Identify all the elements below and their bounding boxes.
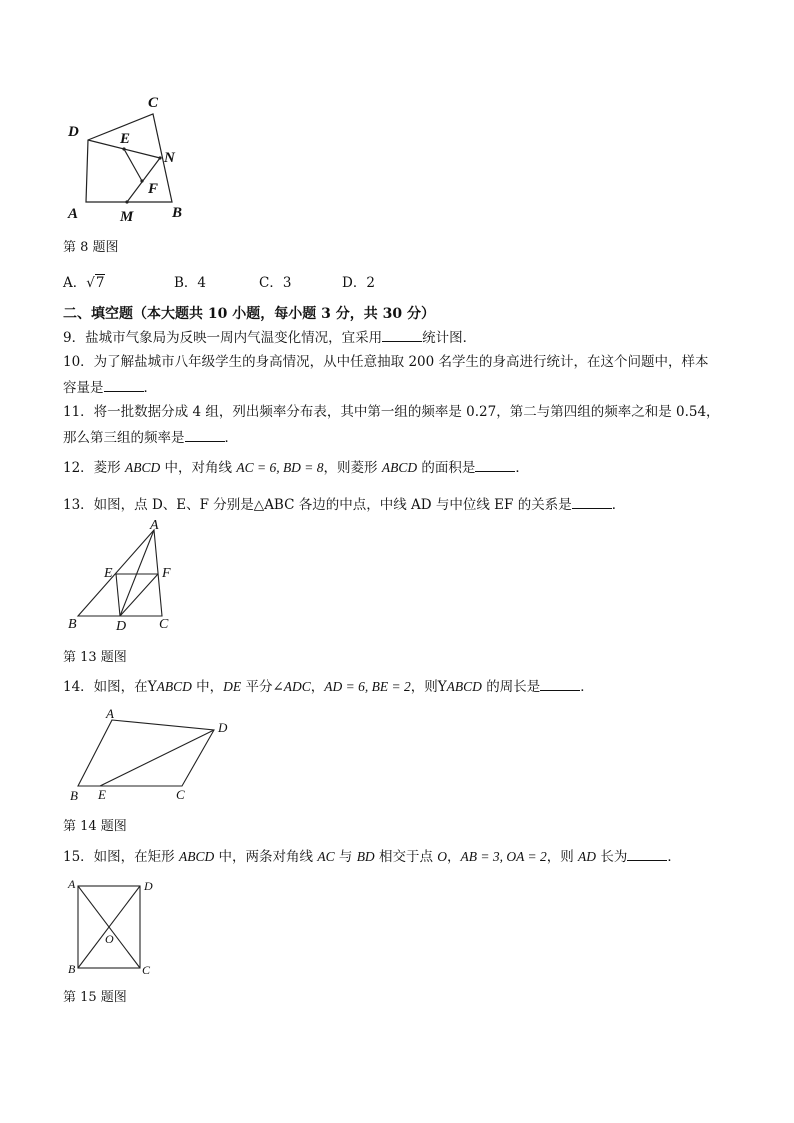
fig14-label-a: A <box>106 708 114 721</box>
fig14-parallelogram <box>78 720 214 786</box>
fig14-caption: 第 14 题图 <box>63 819 127 834</box>
fig8-label-a: A <box>68 206 79 222</box>
fig14-line-d-e <box>100 730 214 786</box>
fig8-caption: 第 8 题图 <box>63 240 119 255</box>
q13-answer-blank <box>572 494 612 509</box>
q8-option-c: C．3 <box>259 275 292 291</box>
fig13-line-e-d <box>116 574 120 616</box>
question-10-line1: 10．为了解盐城市八年级学生的身高情况，从中任意抽取 200 名学生的身高进行统计，在这个问题中，样本 <box>63 354 709 370</box>
question-12: 12．菱形 ABCD 中，对角线 AC = 6, BD = 8，则菱形 ABCD 的面积是 ． <box>63 457 529 478</box>
fig8-label-d: D <box>68 124 79 140</box>
q8-option-b: B．4 <box>174 275 207 291</box>
q12-answer-blank <box>475 457 515 472</box>
fig13-label-f: F <box>162 566 171 581</box>
section-2-title: 二、填空题（本大题共 10 小题，每小题 3 分，共 30 分） <box>63 306 435 322</box>
fig15-caption: 第 15 题图 <box>63 990 127 1005</box>
question-11-line1: 11．将一批数据分成 4 组，列出频率分布表，其中第一组的频率是 0.27，第二与第四组的频率之和是 0.54， <box>63 404 720 420</box>
fig8-label-m: M <box>120 209 134 225</box>
fig15-label-b: B <box>68 962 76 976</box>
fig13-median-ad <box>120 530 154 616</box>
fig8-label-e: E <box>120 131 131 147</box>
question-11-line2: 那么第三组的频率是 ． <box>63 427 238 448</box>
q9-answer-blank <box>382 327 422 342</box>
question-9: 9．盐城市气象局为反映一周内气温变化情况，宜采用 统计图． <box>63 327 476 348</box>
fig15-label-o: O <box>105 932 114 946</box>
q10-answer-blank <box>104 377 144 392</box>
figure-14 <box>62 708 242 806</box>
fig13-line-d-f <box>120 574 158 616</box>
question-13: 13．如图，点 D、E、F 分别是△ABC 各边的中点，中线 AD 与中位线 EF 的关系是 ． <box>63 494 625 515</box>
q8-option-a: A．√7 <box>63 275 105 291</box>
q15-answer-blank <box>627 846 667 861</box>
figure-8 <box>60 90 200 230</box>
fig13-label-b: B <box>68 617 77 632</box>
fig13-label-a: A <box>150 518 159 533</box>
q14-answer-blank <box>540 676 580 691</box>
q8-option-a-radicand: 7 <box>95 275 105 291</box>
sqrt-symbol: √ <box>86 275 95 291</box>
figure-13 <box>60 518 180 636</box>
q11-answer-blank <box>185 427 225 442</box>
parallelogram-symbol: Y <box>437 679 447 695</box>
fig13-caption: 第 13 题图 <box>63 650 127 665</box>
q8-option-d: D．2 <box>342 275 375 291</box>
fig14-label-c: C <box>176 787 185 802</box>
question-15: 15．如图，在矩形 ABCD 中，两条对角线 AC 与 BD 相交于点 O，AB = 3, OA = 2，则 AD 长为 ． <box>63 846 681 867</box>
fig15-label-c: C <box>142 963 151 977</box>
fig15-label-d: D <box>144 879 153 893</box>
fig13-label-d: D <box>116 619 127 634</box>
fig8-label-b: B <box>172 205 183 221</box>
fig8-line-e-f <box>124 149 142 181</box>
question-14: 14．如图，在YABCD 中，DE 平分∠ADC，AD = 6, BE = 2，则YABCD 的周长是 ． <box>63 676 594 697</box>
fig8-label-f: F <box>148 181 159 197</box>
fig8-label-n: N <box>164 150 175 166</box>
fig14-label-e: E <box>98 787 106 802</box>
fig8-label-c: C <box>148 95 159 111</box>
fig14-label-d: D <box>218 720 228 735</box>
fig13-label-e: E <box>104 566 113 581</box>
parallelogram-symbol: Y <box>147 679 157 695</box>
fig15-label-a: A <box>68 877 76 891</box>
figure-15 <box>62 876 162 980</box>
question-10-line2: 容量是 ． <box>63 377 157 398</box>
fig14-label-b: B <box>70 788 78 803</box>
fig13-label-c: C <box>159 617 169 632</box>
